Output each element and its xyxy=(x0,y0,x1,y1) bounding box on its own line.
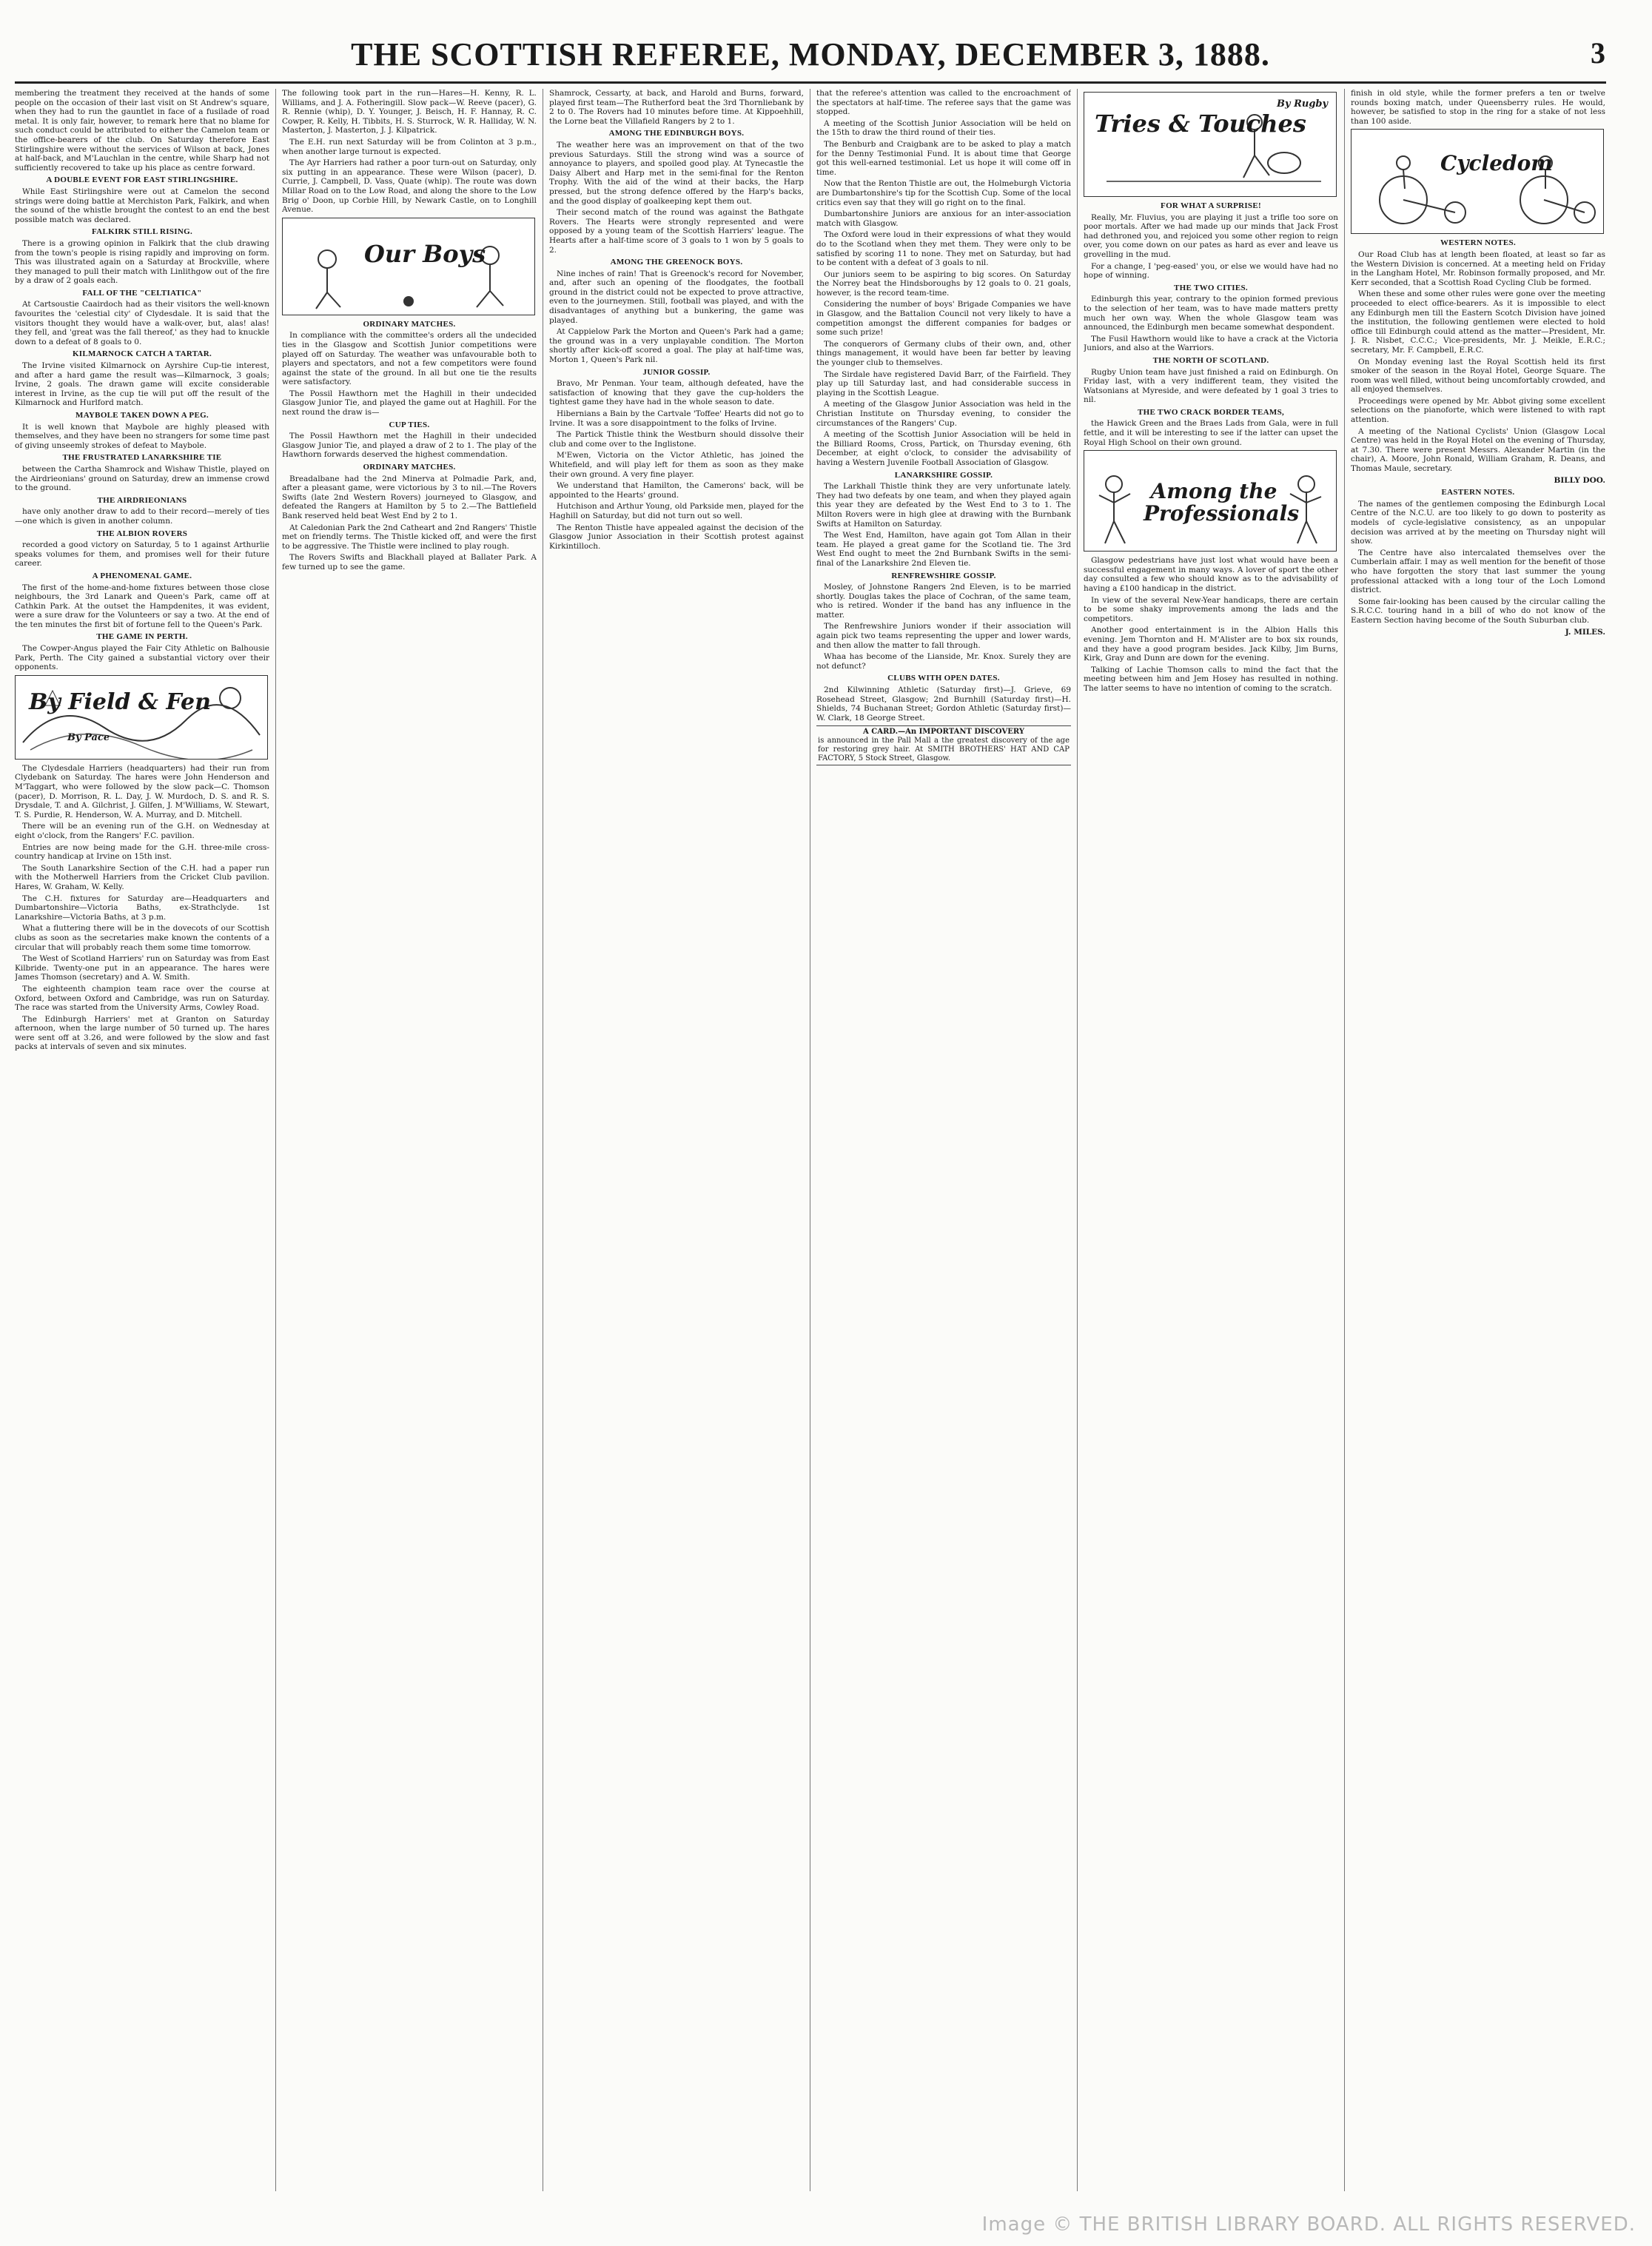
article-paragraph: Rugby Union team have just finished a raid on Edinburgh. On Friday last, with a very indifferent team, they visited the Watsonians at Myreside, and were defeated by 1 goal 3 tries to nil. xyxy=(1084,367,1338,405)
article-paragraph: The Rovers Swifts and Blackhall played at Ballater Park. A few turned up to see the game. xyxy=(282,553,537,571)
masthead-title: THE SCOTTISH REFEREE, MONDAY, DECEMBER 3, 1888. xyxy=(351,36,1270,73)
by-field-fen-artist: By Pace xyxy=(67,731,110,743)
section-heading: THE GAME IN PERTH. xyxy=(96,632,188,642)
article-paragraph: Whaa has become of the Lianside, Mr. Knox. Surely they are not defunct? xyxy=(816,652,1071,671)
article-paragraph: Hutchison and Arthur Young, old Parkside men, played for the Haghill on Saturday, but did not turn out so well. xyxy=(549,502,804,520)
section-heading: THE TWO CRACK BORDER TEAMS, xyxy=(1137,407,1285,417)
among-professionals-illustration xyxy=(1084,450,1337,552)
article-paragraph: The Fusil Hawthorn would like to have a crack at the Victoria Juniors, and also at the Warriors. xyxy=(1084,334,1338,353)
among-professionals-caption: Among the Professionals xyxy=(1144,479,1300,526)
masthead-rule xyxy=(15,81,1606,84)
section-heading: WESTERN NOTES. xyxy=(1440,238,1516,248)
article-paragraph: Edinburgh this year, contrary to the opinion formed previous to the selection of her team, was to have made matters pretty much her own way. When the whole Glasgow team was announced, the Edinburgh men became somewhat despondent. xyxy=(1084,295,1338,332)
article-paragraph: At Cappielow Park the Morton and Queen's Park had a game; the ground was in a very unplayable condition. The Morton shortly after kick-off scored a goal. The play at half-time was, Morton 1, Queen's Park nil. xyxy=(549,327,804,365)
article-paragraph: The Centre have also intercalated themselves over the Cumberlain affair. I may as well mention for the benefit of those who have forgotten the story that last summer the young professional attacked with a long tour of the Loch Lomond district. xyxy=(1351,548,1605,595)
article-paragraph: Dumbartonshire Juniors are anxious for an inter-association match with Glasgow. xyxy=(816,209,1071,228)
article-paragraph: It is well known that Maybole are highly pleased with themselves, and they have been no strangers for some time past of giving unseemly strokes of defeat to Maybole. xyxy=(15,422,269,450)
column-rule xyxy=(1077,89,1078,2191)
article-paragraph: Talking of Lachie Thomson calls to mind the fact that the meeting between him and Jem Hosey has resulted in nothing. The latter seems to have no intention of coming to the scratch. xyxy=(1084,665,1338,693)
article-paragraph: The West of Scotland Harriers' run on Saturday was from East Kilbride. Twenty-one put in an appearance. The hares were James Thomson (secretary) and A. W. Smith. xyxy=(15,954,269,982)
article-paragraph: The Partick Thistle think the Westburn should dissolve their club and come over to the Inglistone. xyxy=(549,430,804,449)
column-5 xyxy=(1084,89,1338,2191)
article-paragraph: The eighteenth champion team race over the course at Oxford, between Oxford and Cambridge, was run on Saturday. The race was started from the University Arms, Cowley Road. xyxy=(15,984,269,1013)
article-paragraph: We understand that Hamilton, the Camerons' back, will be appointed to the Hearts' ground. xyxy=(549,481,804,500)
section-heading: CUP TIES. xyxy=(389,420,430,429)
column-rule xyxy=(1344,89,1345,2191)
article-paragraph: recorded a good victory on Saturday, 5 to 1 against Arthurlie speaks volumes for them, and promises well for their future career. xyxy=(15,540,269,569)
article-paragraph: The Benburb and Craigbank are to be asked to play a match for the Denny Testimonial Fund. It is about time that George got this well-earned testimonial. Let us hope it will come off in time. xyxy=(816,139,1071,177)
section-heading: THE FRUSTRATED LANARKSHIRE TIE xyxy=(62,453,222,463)
article-paragraph: Nine inches of rain! That is Greenock's record for November, and, after such an opening of the floodgates, the football ground in the district could not be expected to prove attractive, even to the journeymen. Still, football was played, and with the disadvantages of anything but a bunkering, the game was played. xyxy=(549,269,804,325)
article-paragraph: between the Cartha Shamrock and Wishaw Thistle, played on the Airdrieonians' ground on Saturday, drew an immense crowd to the ground. xyxy=(15,464,269,493)
section-heading: CLUBS WITH OPEN DATES. xyxy=(887,674,1000,683)
column-4 xyxy=(816,89,1071,2191)
article-paragraph: The E.H. run next Saturday will be from Colinton at 3 p.m., when another large turnout is expected. xyxy=(282,137,537,156)
section-heading: THE AIRDRIEONIANS xyxy=(97,495,187,505)
article-paragraph: A meeting of the Glasgow Junior Association was held in the Christian Institute on Thursday evening, to consider the circumstances of the Rangers' Cup. xyxy=(816,400,1071,428)
columns xyxy=(15,89,1606,2191)
article-paragraph: Hibernians a Bain by the Cartvale 'Toffee' Hearts did not go to Irvine. It was a sore disappointment to the folks of Irvine. xyxy=(549,409,804,428)
article-paragraph: The Renton Thistle have appealed against the decision of the Glasgow Junior Association in their Scottish protest against Kirkintilloch. xyxy=(549,523,804,551)
article-paragraph: While East Stirlingshire were out at Camelon the second strings were doing battle at Merchiston Park, Falkirk, and when the sound of the whistle brought the contest to an end the best possible match was declared. xyxy=(15,187,269,224)
article-paragraph: Bravo, Mr Penman. Your team, although defeated, have the satisfaction of knowing that they gave the cup-holders the tightest game they have had in the whole season to date. xyxy=(549,379,804,407)
article-paragraph: The Possil Hawthorn met the Haghill in their undecided Glasgow Junior Tie, and played the game out at Haghill. For the next round the draw is— xyxy=(282,389,537,418)
article-paragraph: Entries are now being made for the G.H. three-mile cross-country handicap at Irvine on 15th inst. xyxy=(15,842,269,862)
cycledom-caption: Cycledom xyxy=(1440,151,1553,176)
article-paragraph: The Edinburgh Harriers' met at Granton on Saturday afternoon, when the large number of 50 turned up. The hares were sent off at 3.26, and were followed by the slow and fast packs at intervals of seven and six minutes. xyxy=(15,1014,269,1052)
article-paragraph: For a change, I 'peg-eased' you, or else we would have had no hope of winning. xyxy=(1084,261,1338,281)
article-paragraph: In compliance with the committee's orders all the undecided ties in the Glasgow and Scottish Junior competitions were played off on Saturday. The weather was unfavourable both to players and spectators, and not a few competitors were found against the state of the ground. In all but one tie the results were satisfactory. xyxy=(282,331,537,387)
by-field-fen-illustration xyxy=(15,675,268,760)
masthead xyxy=(15,28,1606,80)
article-paragraph: Mosley, of Johnstone Rangers 2nd Eleven, is to be married shortly. Douglas takes the place of Cochran, of the same team, who is retired. Wonder if the band has any influence in the matter. xyxy=(816,583,1071,620)
section-heading: THE TWO CITIES. xyxy=(1174,283,1248,292)
article-paragraph: The Renfrewshire Juniors wonder if their association will again pick two teams representing the upper and lower wards, and then allow the matter to fall through. xyxy=(816,622,1071,650)
article-paragraph: The Irvine visited Kilmarnock on Ayrshire Cup-tie interest, and after a hard game the result was—Kilmarnock, 3 goals; Irvine, 2 goals. The drawn game will excite considerable interest in Irvine, as the cup tie will put off the result of the Kilmarnock and Hurlford match. xyxy=(15,361,269,408)
section-heading: A PHENOMENAL GAME. xyxy=(92,571,192,580)
tries-touches-caption: Tries & Touches xyxy=(1095,110,1306,138)
page-number: 3 xyxy=(1591,36,1606,70)
section-heading: AMONG THE EDINBURGH BOYS. xyxy=(608,129,745,138)
article-paragraph: The Larkhall Thistle think they are very unfortunate lately. They had two defeats by one team, and when they played again this year they are defeated by the West End to 3 to 1. The Milton Rovers were in high glee at drawing with the Burnbank Swifts at Hamilton on Saturday. xyxy=(816,482,1071,529)
section-heading: A DOUBLE EVENT FOR EAST STIRLINGSHIRE. xyxy=(46,175,238,185)
article-paragraph: Proceedings were opened by Mr. Abbot giving some excellent selections on the pianoforte, which were listened to with rapt attention. xyxy=(1351,396,1605,425)
cycledom-illustration xyxy=(1351,129,1604,234)
article-paragraph: The names of the gentlemen composing the Edinburgh Local Centre of the N.C.U. are too likely to go down to posterity as models of cycle-legislative consistency, as an unpopular decision was arrived at by the meeting on Thursday night will show. xyxy=(1351,499,1605,546)
by-field-fen-caption: By Field & Fen xyxy=(29,688,211,715)
advertisement-notice xyxy=(816,725,1071,765)
section-heading: FALKIRK STILL RISING. xyxy=(92,227,192,237)
cycledom-drawing xyxy=(1352,130,1603,233)
article-paragraph: Their second match of the round was against the Bathgate Rovers. The Hearts were strongly represented and were opposed by a young team of the Scottish Harriers' league. The Hearts after a half-time score of 3 goals to 1 won by 5 goals to 2. xyxy=(549,208,804,255)
article-paragraph: Our Road Club has at length been floated, at least so far as the Western Division is concerned. At a meeting held on Friday in the Langham Hotel, Mr. Robinson formally proposed, and Mr. Kerr seconded, that a Scottish Road Cycling Club be formed. xyxy=(1351,249,1605,287)
article-paragraph: have only another draw to add to their record—merely of ties—one which is given in another column. xyxy=(15,507,269,526)
article-paragraph: On Monday evening last the Royal Scottish held its first smoker of the season in the Royal Hotel, George Square. The room was well filled, without being uncomfortably crowded, and all enjoyed themselves. xyxy=(1351,357,1605,395)
article-paragraph: The C.H. fixtures for Saturday are—Headquarters and Dumbartonshire—Victoria Baths, ex-Strathclyde. 1st Lanarkshire—Victoria Baths, at 3 p.m. xyxy=(15,894,269,922)
author-signature: BILLY DOO. xyxy=(1554,475,1605,485)
article-paragraph: The Clydesdale Harriers (headquarters) had their run from Clydebank on Saturday. The hares were John Henderson and M'Taggart, who were followed by the slow pack—C. Thomson (pacer), D. Morrison, R. L. Day, J. W. Murdoch, D. S. and R. S. Drysdale, T. and A. Gilchrist, J. Gilfen, J. M'Williams, W. Stewart, T. S. Purdie, R. Henderson, W. A. Murray, and D. Mitchell. xyxy=(15,763,269,819)
article-paragraph: The conquerors of Germany clubs of their own, and, other things management, it would have been far better by leaving the younger club to themselves. xyxy=(816,339,1071,368)
article-paragraph: When these and some other rules were gone over the meeting proceeded to elect office-bearers. As it is impossible to elect any Edinburgh men till the Eastern Scotch Division have joined the institution, the following gentlemen were elected to hold office till Edinburgh could attend as the matter—President, Mr. J. R. Nisbet, C.C.C.; Vice-presidents, Mr. J. Meikle, E.R.C.; secretary, Mr. F. Campbell, E.R.C. xyxy=(1351,289,1605,355)
column-rule xyxy=(275,89,276,2191)
article-paragraph: Breadalbane had the 2nd Minerva at Polmadie Park, and, after a pleasant game, were victorious by 3 to nil.—The Rovers Swifts (late 2nd Western Rovers) journeyed to Glasgow, and defeated the Rangers at Hamilton by 5 to 2.—The Battlefield Bank reserved held beat West End by 2 to 1. xyxy=(282,474,537,520)
article-paragraph: M'Ewen, Victoria on the Victor Athletic, has joined the Whitefield, and will play left for them as soon as they make their own ground. A very fine player. xyxy=(549,451,804,479)
our-boys-caption: Our Boys xyxy=(364,239,486,268)
article-paragraph: The South Lanarkshire Section of the C.H. had a paper run with the Motherwell Harriers from the Cricket Club pavilion. Hares, W. Graham, W. Kelly. xyxy=(15,863,269,891)
advertisement-text: is announced in the Pall Mall a the greatest discovery of the age for restoring grey hair. At SMITH BROTHERS' HAT AND CAP FACTORY, 5 Stock Street, Glasgow. xyxy=(818,737,1070,763)
article-paragraph: What a fluttering there will be in the dovecots of our Scottish clubs as soon as the secretaries make known the contents of a circular that will probably reach them some time tomorrow. xyxy=(15,924,269,952)
article-paragraph: The first of the home-and-home fixtures between those close neighbours, the 3rd Lanark and Queen's Park, came off at Cathkin Park. At the outset the Hampdenites, it was evident, were a sure draw for the Volunteers or say a two. At the end of the ten minutes the first bit of fortune fell to the Queen's Park. xyxy=(15,583,269,629)
article-paragraph: At Cartsoustie Caairdoch had as their visitors the well-known favourites the 'celestial city' of Clydesdale. It is said that the visitors thought they would have a walk-over, but, alas! alas! they fell, and 'great was the fall thereof,' as they had to knuckle down to a defeat of 8 goals to 0. xyxy=(15,300,269,346)
advertisement-title: A CARD.—An IMPORTANT DISCOVERY xyxy=(863,728,1024,737)
article-paragraph: Another good entertainment is in the Albion Halls this evening. Jem Thornton and H. M'Alister are to box six rounds, and they have a good program besides. Jack Kilby, Jim Burns, Kirk, Gray and Dunn are down for the evening. xyxy=(1084,626,1338,663)
article-paragraph: Really, Mr. Fluvius, you are playing it just a trifle too sore on poor mortals. After we had made up our minds that Jack Frost had dethroned you, and rejoiced you some other region to reign over, you come down on our pates as hard as ever and leave us grovelling in the mud. xyxy=(1084,212,1338,259)
section-heading: ORDINARY MATCHES. xyxy=(363,319,456,329)
copyright-watermark: Image © THE BRITISH LIBRARY BOARD. ALL RIGHTS RESERVED. xyxy=(981,2213,1636,2236)
section-heading: FALL OF THE "CELTIATICA" xyxy=(82,288,202,298)
section-heading: ORDINARY MATCHES. xyxy=(363,463,456,472)
by-field-fen-drawing xyxy=(16,676,267,759)
section-heading: EASTERN NOTES. xyxy=(1441,488,1515,497)
article-paragraph: membering the treatment they received at the hands of some people on the occasion of their last visit on St Andrew's square, when they had to run the gauntlet in face of a fusilade of road metal. It is only fair, however, to remark here that no blame for such conduct could be attributed to either the Camelon team or the office-bearers of the club. On Saturday therefore East Stirlingshire were without the services of Wilson at back, Jones at half-back, and M'Lauchlan in the centre, while Sharp had not sufficiently recovered to take up his place as centre forward. xyxy=(15,89,269,172)
section-heading: THE ALBION ROVERS xyxy=(96,529,188,538)
author-signature: J. MILES. xyxy=(1565,627,1605,637)
section-heading: LANARKSHIRE GOSSIP. xyxy=(894,470,993,480)
article-paragraph: 2nd Kilwinning Athletic (Saturday first)—J. Grieve, 69 Rosehead Street, Glasgow; 2nd Burnhill (Saturday first)—H. Shields, 74 Buchanan Street; Gordon Athletic (Saturday first)—W. Clark, 18 George Street. xyxy=(816,685,1071,723)
article-paragraph: The Oxford were loud in their expressions of what they would do to the Scotland when they met them. They were only to be satisfied by scoring 11 to none. They met on Saturday, but had to be content with a defeat of 3 goals to nil. xyxy=(816,230,1071,268)
article-paragraph: Some fair-looking has been caused by the circular calling the S.R.C.C. touring hand in a bill of who do not know of the Eastern Section having become of the South Suburban club. xyxy=(1351,597,1605,625)
column-6 xyxy=(1351,89,1605,2191)
article-paragraph: The following took part in the run—Hares—H. Kenny, R. L. Williams, and J. A. Fotheringill. Slow pack—W. Reeve (pacer), G. R. Rennie (whip), D. Y. Younger, J. Beisch, H. F. Hannay, R. C. Cowper, R. Kelly, H. Tibbits, H. S. Sturrock, W. R. Halliday, W. N. Masterton, J. Masterton, J. J. Kilpatrick. xyxy=(282,89,537,135)
tries-touches-illustration xyxy=(1084,92,1337,197)
article-paragraph: A meeting of the Scottish Junior Association will be held in the Billiard Rooms, Cross, Partick, on Thursday evening, 6th December, at eight o'clock, to consider the advisability of having a Western Juvenile Football Association of Glasgow. xyxy=(816,430,1071,467)
article-paragraph: The Sirdale have registered David Barr, of the Fairfield. They play up till Saturday last, and had considerable success in playing in the Scottish League. xyxy=(816,369,1071,398)
article-paragraph: The Cowper-Angus played the Fair City Athletic on Balhousie Park, Perth. The City gained a substantial victory over their opponents. xyxy=(15,644,269,672)
article-paragraph: finish in old style, while the former prefers a ten or twelve rounds boxing match, under Queensberry rules. He would, however, be satisfied to stop in the ring for a stake of not less than 100 aside. xyxy=(1351,89,1605,126)
section-heading: MAYBOLE TAKEN DOWN A PEG. xyxy=(75,411,209,420)
article-paragraph: Our juniors seem to be aspiring to big scores. On Saturday the Norrey beat the Hindsboroughs by 12 goals to 0. 21 goals, however, is the record team-time. xyxy=(816,269,1071,298)
column-1 xyxy=(15,89,269,2191)
section-heading: FOR WHAT A SURPRISE! xyxy=(1161,201,1261,210)
article-paragraph: Considering the number of boys' Brigade Companies we have in Glasgow, and the Battalion Council not very likely to have a competition amongst the different companies for badges or some such prize! xyxy=(816,300,1071,338)
article-paragraph: There is a growing opinion in Falkirk that the club drawing from the town's people is rising rapidly and improving on form. This was illustrated again on a Saturday at Brockville, where they managed to pull their match with Linlithgow out of the fire by a draw of 2 goals each. xyxy=(15,238,269,286)
tries-touches-sub: By Rugby xyxy=(1277,98,1329,110)
article-paragraph: The Possil Hawthorn met the Haghill in their undecided Glasgow Junior Tie, and played a draw of 2 to 1. The play of the Hawthorn forwards deserved the highest commendation. xyxy=(282,432,537,460)
column-2 xyxy=(282,89,537,2191)
section-heading: KILMARNOCK CATCH A TARTAR. xyxy=(72,349,212,359)
our-boys-illustration xyxy=(282,218,535,315)
article-paragraph: Now that the Renton Thistle are out, the Holmeburgh Victoria are Dumbartonshire's tip for the Scottish Cup. Some of the local critics even say that they will go right on to the final. xyxy=(816,179,1071,207)
article-paragraph: the Hawick Green and the Braes Lads from Gala, were in full fettle, and it will be interesting to see if the latter can upset the Royal High School on their own ground. xyxy=(1084,419,1338,447)
article-paragraph: At Caledonian Park the 2nd Catheart and 2nd Rangers' Thistle met on friendly terms. The Thistle kicked off, and were the first to be aggressive. The Thistle were inclined to play rough. xyxy=(282,523,537,551)
section-heading: THE NORTH OF SCOTLAND. xyxy=(1152,355,1269,365)
article-paragraph: The Ayr Harriers had rather a poor turn-out on Saturday, only six putting in an appearance. These were Wilson (pacer), D. Currie, J. Campbell, D. Vass, Quate (whip). The route was down Millar Road on to the Low Road, and along the shore to the Low Brig o' Doon, up Corbie Hill, by Newark Castle, on to Longhill Avenue. xyxy=(282,158,537,215)
section-heading: RENFREWSHIRE GOSSIP. xyxy=(891,571,996,580)
article-paragraph: In view of the several New-Year handicaps, there are certain to be some shaky improvements among the lads and the competitors. xyxy=(1084,595,1338,623)
article-paragraph: Glasgow pedestrians have just lost what would have been a successful engagement in many ways. A lover of sport the other day consulted a few who should know as to the advisability of having a £100 handicap in the district. xyxy=(1084,556,1338,594)
article-paragraph: A meeting of the Scottish Junior Association will be held on the 15th to draw the third round of their ties. xyxy=(816,118,1071,138)
article-paragraph: The weather here was an improvement on that of the two previous Saturdays. Still the strong wind was a source of annoyance to players, and spoiled good play. At Tynecastle the Daisy Albert and Harp met in the semi-final for the Renton Trophy. With the aid of the wind at their backs, the Harp pressed, but the strong defence offered by the Harp's backs, and the good display of goalkeeping kept them out. xyxy=(549,140,804,206)
section-heading: AMONG THE GREENOCK BOYS. xyxy=(610,258,743,267)
article-paragraph: that the referee's attention was called to the encroachment of the spectators at half-time. The referee says that the game was stopped. xyxy=(816,89,1071,117)
article-paragraph: There will be an evening run of the G.H. on Wednesday at eight o'clock, from the Rangers' F.C. pavilion. xyxy=(15,822,269,840)
column-3 xyxy=(549,89,804,2191)
section-heading: JUNIOR GOSSIP. xyxy=(642,367,711,377)
article-paragraph: Shamrock, Cessarty, at back, and Harold and Burns, forward, played first team—The Rutherford beat the 3rd Thornliebank by 2 to 0. The Rovers had 10 minutes before time. At Kippoehhill, the Lorne beat the Villafield Rangers by 2 to 1. xyxy=(549,89,804,126)
article-paragraph: The West End, Hamilton, have again got Tom Allan in their team. He played a great game for the Scotland tie. The 3rd West End ought to meet the 2nd Burnbank Swifts in the semi-final of the Lanarkshire 2nd Eleven tie. xyxy=(816,531,1071,568)
article-paragraph: A meeting of the National Cyclists' Union (Glasgow Local Centre) was held in the Royal Hotel on the evening of Thursday, at 7.30. There were present Messrs. Alexander Martin (in the chair), A. Moore, John Ronald, William Graham, R. Deans, and Thomas Maule, secretary. xyxy=(1351,426,1605,474)
